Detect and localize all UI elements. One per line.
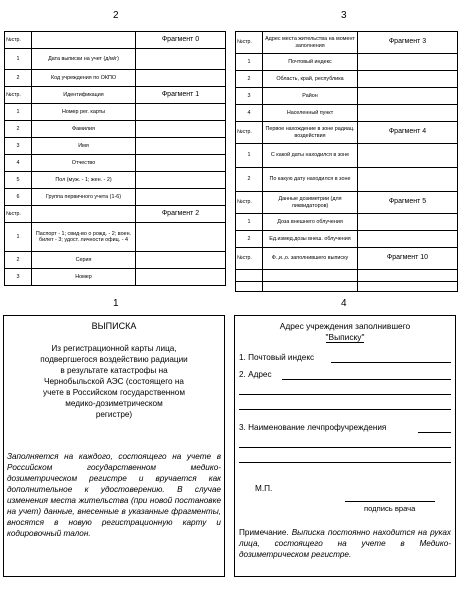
table-row: [236, 282, 458, 292]
remark-label: Примечание.: [239, 528, 289, 537]
value-cell[interactable]: [136, 172, 226, 189]
table-row: 4 Населенный пункт: [236, 105, 458, 122]
page-number-1: 1: [113, 298, 119, 309]
value-cell[interactable]: [136, 223, 226, 252]
table-row: 6 Группа первичного учета (1-6): [5, 189, 226, 206]
extract-panel: [3, 315, 225, 577]
table-row: 2 По какую дату находился в зоне: [236, 168, 458, 192]
row-label: Имя: [32, 138, 136, 155]
row-label: Фамилия: [32, 121, 136, 138]
table-row: [236, 270, 458, 282]
value-cell[interactable]: [358, 214, 458, 231]
extract-note: Заполняется на каждого, состоящего на учете в Российском государственном медико-дозиметрическом регистре и вручается как дополнительное к удостоверению. В случае изменения места жительства (при новой постановке на учет) данные, внесенные в указанные фрагменты, вносятся в новую регистрационную карту и кодировочный талон.: [7, 452, 221, 538]
row-label: Код учреждения по ОКПО: [32, 70, 136, 87]
table-row: 1 С какой даты находился в зоне: [236, 144, 458, 168]
fragment-10-title: Фрагмент 10: [358, 248, 458, 270]
fragment-5-header: №стр. Данные дозиметрии (для ликвидаторов) Фрагмент 5: [236, 192, 458, 214]
table-row: 1 Дата выписки на учет (д/м/г): [5, 49, 226, 70]
table-row: 1 Доза внешнего облучения: [236, 214, 458, 231]
value-cell[interactable]: [358, 105, 458, 122]
value-cell[interactable]: [263, 270, 358, 282]
value-cell[interactable]: [358, 168, 458, 192]
postal-code-line[interactable]: [331, 362, 451, 363]
row-label: Район: [263, 88, 358, 105]
fragment-0-title: Фрагмент 0: [136, 32, 226, 49]
fragment-0-header: [5, 32, 226, 49]
table-row: 3 Имя: [5, 138, 226, 155]
value-cell[interactable]: [358, 144, 458, 168]
postal-code-label: 1. Почтовый индекс: [239, 353, 315, 362]
address-line[interactable]: [282, 379, 451, 380]
row-label: Ед.измед.дозы внеш. облучения: [263, 231, 358, 248]
row-label: Пол (муж. - 1; жен. - 2): [32, 172, 136, 189]
address-line[interactable]: [239, 394, 451, 395]
value-cell[interactable]: [136, 252, 226, 269]
fragment-3-title: Фрагмент 3: [358, 32, 458, 54]
value-cell[interactable]: [136, 138, 226, 155]
fragment-4-title: Фрагмент 4: [358, 122, 458, 144]
value-cell[interactable]: [136, 104, 226, 121]
extract-description: Из регистрационной карты лица, подвергшегося воздействию радиации в результате катастрофы на Чернобыльской АЭС (состоящего на учете в Российском государственном медико-дозиметрическом регистре): [40, 344, 188, 419]
row-label: Серия: [32, 252, 136, 269]
fragment-10-header: №стр. Ф.,и.,о. заполнившего выписку Фрагмент 10: [236, 248, 458, 270]
fragment-4-header: №стр. Первое нахождение в зоне радиац. воздействия Фрагмент 4: [236, 122, 458, 144]
row-label: Группа первичного учета (1-6): [32, 189, 136, 206]
fragment-4-header-label: Первое нахождение в зоне радиац. воздействия: [263, 122, 358, 144]
fragments-table-left: [4, 31, 226, 286]
remark: [239, 527, 451, 560]
institution-label: 3. Наименование лечпрофучреждения: [239, 423, 387, 432]
row-label: Населенный пункт: [263, 105, 358, 122]
stamp-label: М.П.: [255, 484, 273, 493]
table-row: 3 Район: [236, 88, 458, 105]
table-row: 2 Код учреждения по ОКПО: [5, 70, 226, 87]
row-label: Номер: [32, 269, 136, 286]
value-cell[interactable]: [358, 231, 458, 248]
table-row: 1 Почтовый индекс: [236, 54, 458, 71]
address-label: 2. Адрес: [239, 370, 272, 379]
value-cell[interactable]: [136, 189, 226, 206]
value-cell[interactable]: [136, 269, 226, 286]
extract-title: ВЫПИСКА: [91, 321, 137, 331]
remark-text: Выписка постоянно находится на руках лица, состоящего на учете в Медико-дозиметрическом регистре.: [239, 528, 451, 559]
page-number-4: 4: [341, 298, 347, 309]
table-row: 1 Номер рег. карты: [5, 104, 226, 121]
page-number-2: 2: [113, 10, 119, 21]
fragment-2-title: Фрагмент 2: [136, 206, 226, 223]
institution-line[interactable]: [239, 462, 451, 463]
institution-line[interactable]: [239, 447, 451, 448]
row-label: С какой даты находился в зоне: [263, 144, 358, 168]
table-row: 2 Фамилия: [5, 121, 226, 138]
fragment-3-header-label: Адрес места жительства на момент заполнения: [263, 32, 358, 54]
table-row: 2 Ед.измед.дозы внеш. облучения: [236, 231, 458, 248]
row-label: По какую дату находился в зоне: [263, 168, 358, 192]
signature-line[interactable]: [345, 501, 435, 502]
value-cell[interactable]: [136, 70, 226, 87]
fragment-1-title: Фрагмент 1: [136, 87, 226, 104]
fragment-5-header-label: Данные дозиметрии (для ликвидаторов): [263, 192, 358, 214]
value-cell[interactable]: [136, 155, 226, 172]
table-row: 1 Паспорт - 1; свид-во о рожд. - 2; воен. билет - 3; удост. личности офиц. - 4: [5, 223, 226, 252]
address-title-underlined: "Выписку": [325, 332, 365, 342]
address-title: Адрес учреждения заполнившего: [279, 321, 411, 331]
fragment-10-header-label: Ф.,и.,о. заполнившего выписку: [263, 248, 358, 270]
institution-line[interactable]: [418, 432, 451, 433]
value-cell[interactable]: [136, 49, 226, 70]
table-row: 2 Область, край, республика: [236, 71, 458, 88]
fragment-1-header: №стр. Идентификация Фрагмент 1: [5, 87, 226, 104]
row-number-header: №стр.: [5, 32, 32, 49]
table-row: 4 Отчество: [5, 155, 226, 172]
row-label: Доза внешнего облучения: [263, 214, 358, 231]
table-row: 3 Номер: [5, 269, 226, 286]
row-label: Дата выписки на учет (д/м/г): [32, 49, 136, 70]
value-cell[interactable]: [358, 71, 458, 88]
fragments-table-right: [235, 31, 458, 292]
row-label: Отчество: [32, 155, 136, 172]
value-cell[interactable]: [358, 88, 458, 105]
fragment-1-header-label: Идентификация: [32, 87, 136, 104]
fragment-5-title: Фрагмент 5: [358, 192, 458, 214]
value-cell[interactable]: [263, 282, 358, 292]
fragment-2-header: №стр. Фрагмент 2: [5, 206, 226, 223]
fragment-3-header: №стр. Адрес места жительства на момент заполнения Фрагмент 3: [236, 32, 458, 54]
address-panel: [234, 315, 456, 577]
table-row: 2 Серия: [5, 252, 226, 269]
page-number-3: 3: [341, 10, 347, 21]
address-line[interactable]: [239, 409, 451, 410]
row-label: Область, край, республика: [263, 71, 358, 88]
row-label: Паспорт - 1; свид-во о рожд. - 2; воен. билет - 3; удост. личности офиц. - 4: [32, 223, 136, 252]
table-row: 5 Пол (муж. - 1; жен. - 2): [5, 172, 226, 189]
value-cell[interactable]: [358, 54, 458, 71]
row-label: Почтовый индекс: [263, 54, 358, 71]
row-label: Номер рег. карты: [32, 104, 136, 121]
signature-caption: подпись врача: [364, 504, 416, 513]
value-cell[interactable]: [136, 121, 226, 138]
